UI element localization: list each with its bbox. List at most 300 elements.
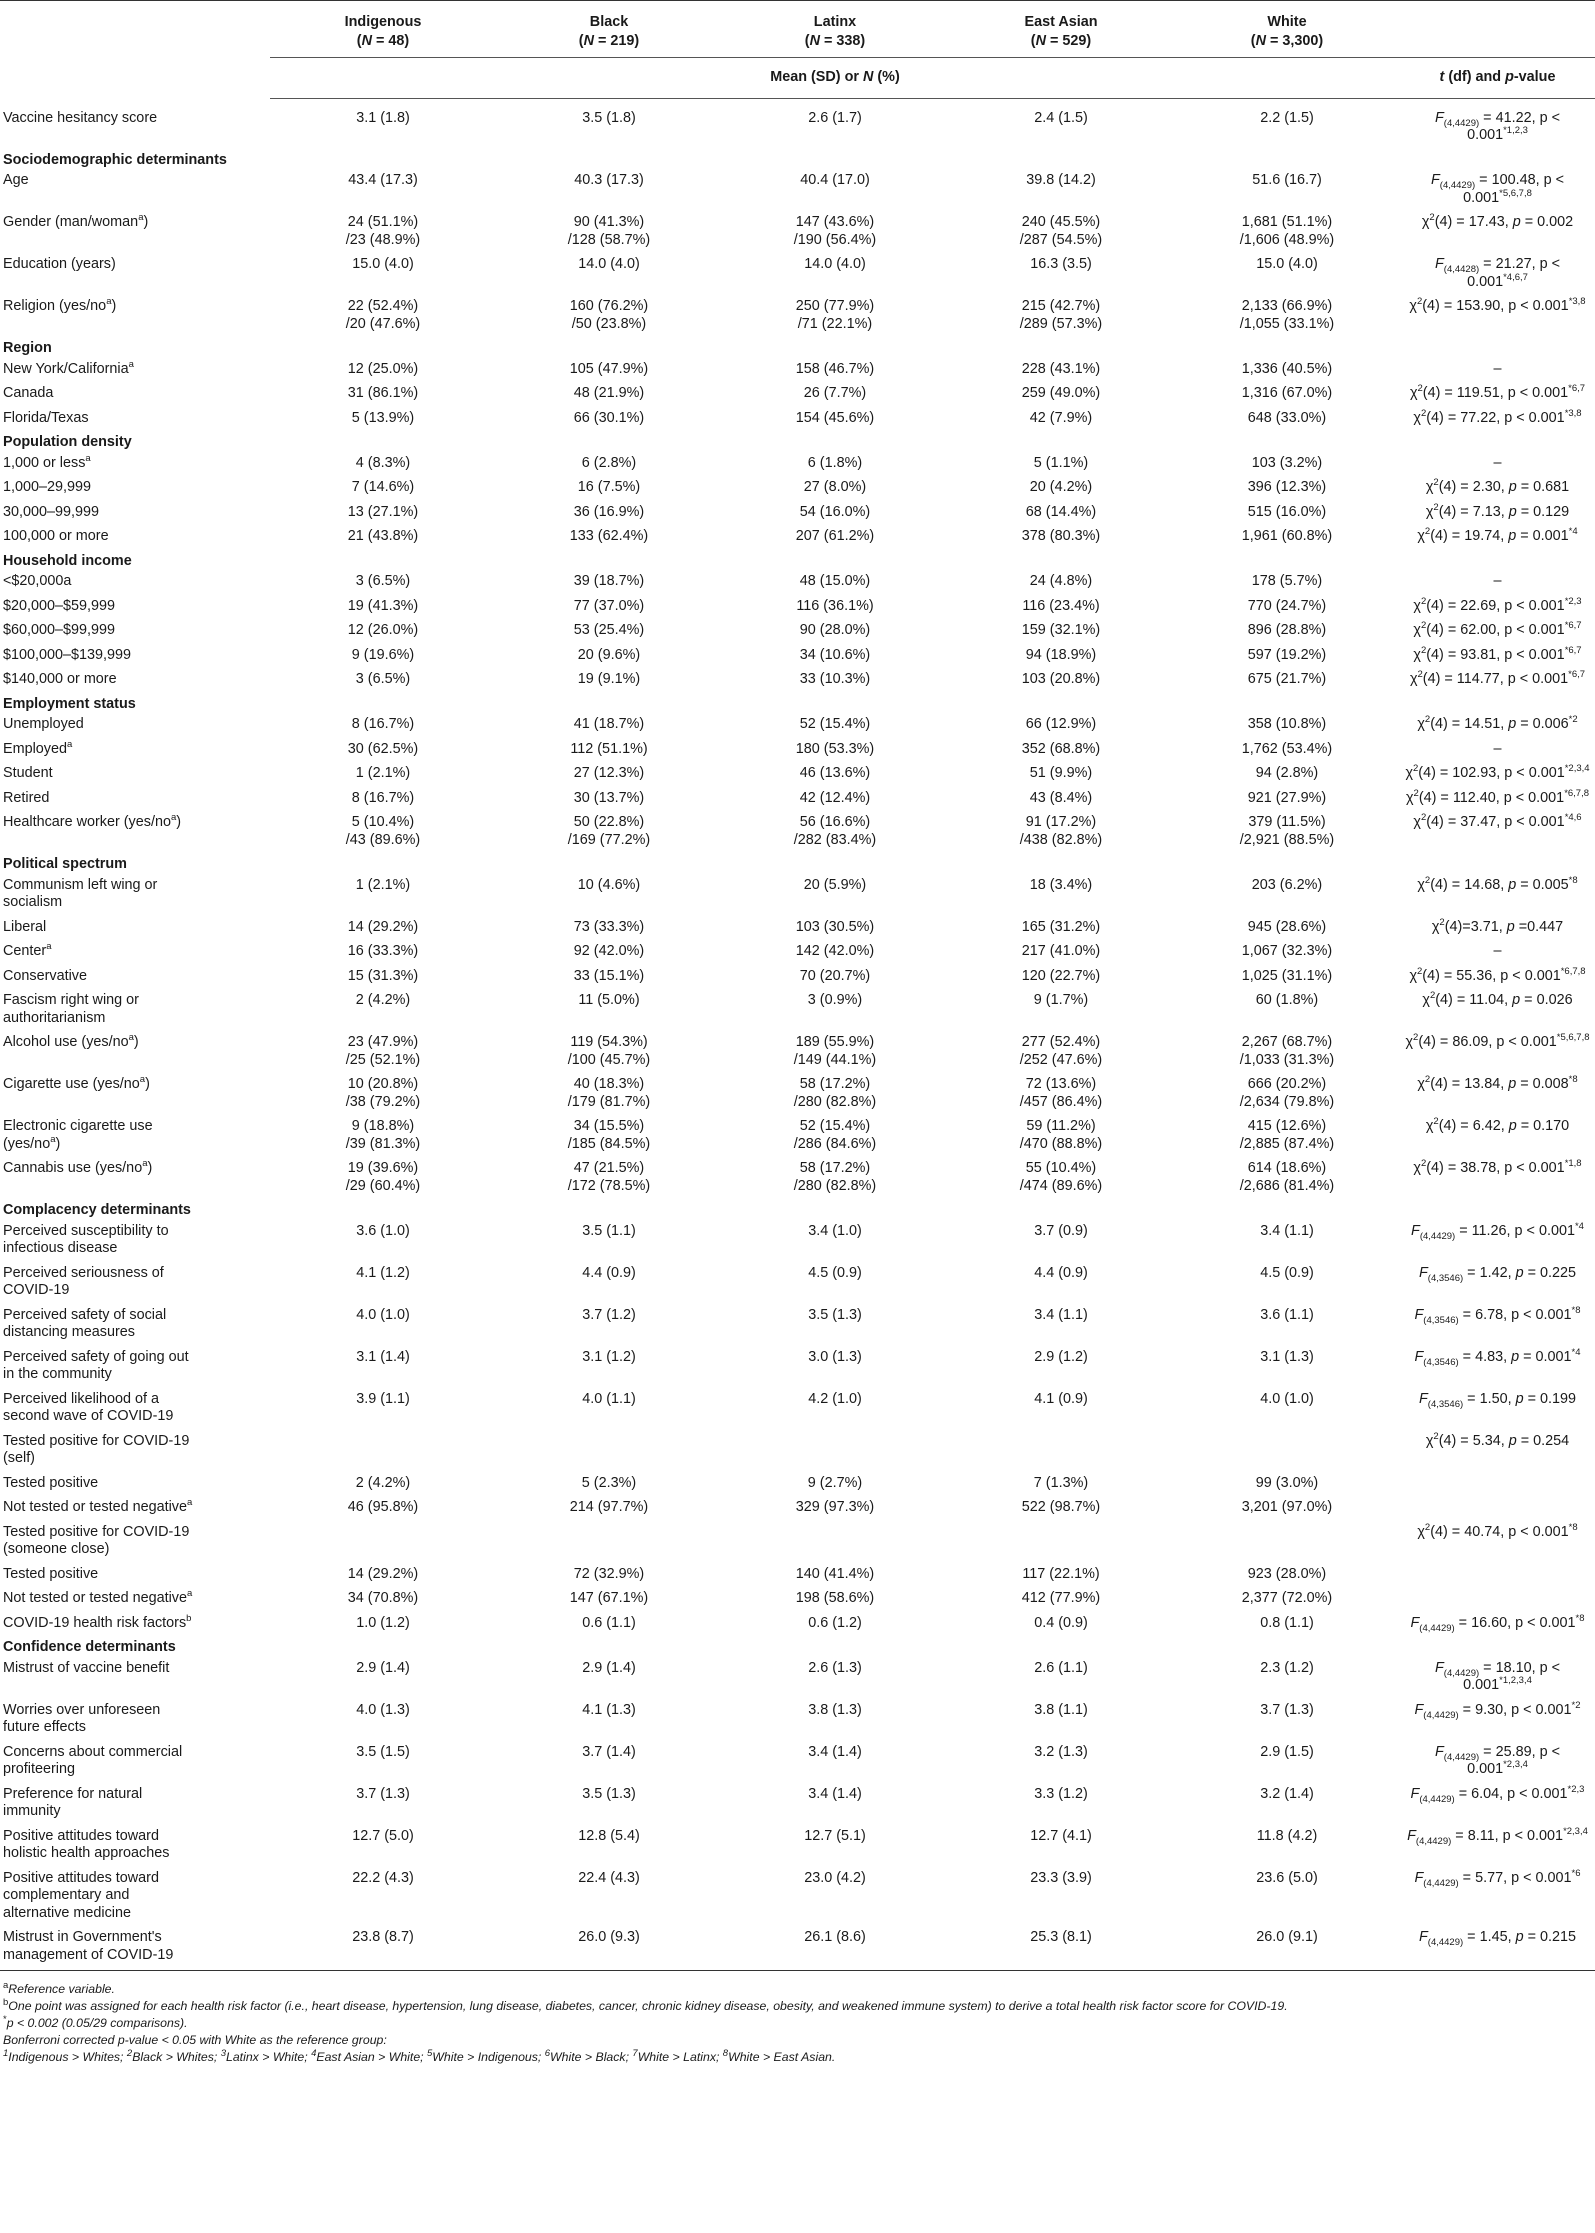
table-row xyxy=(0,501,1595,526)
cell-value: 3.4 (1.1) xyxy=(1034,1306,1088,1323)
cell-value: 0.8 (1.1) xyxy=(1260,1614,1314,1631)
cell-statistic: $F_{(4,4429)} = 25.89$, $p < 0.001^{*2,3,4}$ xyxy=(1434,1743,1560,1777)
cell-value: 25.3 (8.1) xyxy=(948,1926,1174,1971)
cell-value: 116 (36.1%) xyxy=(796,597,874,614)
cell-value: 3.7 (1.3) xyxy=(1260,1701,1314,1718)
table-row xyxy=(0,1031,1595,1073)
table-row xyxy=(0,1157,1595,1199)
cell-value: 4.1 (1.3) xyxy=(582,1701,636,1718)
cell-value: 66 (12.9%) xyxy=(1025,716,1097,732)
cell-value: 54 (16.0%) xyxy=(799,503,871,520)
cell-value: 352 (68.8%) xyxy=(1021,740,1101,757)
cell-value: 43.4 (17.3) xyxy=(348,172,418,188)
cell-value: 56 (16.6%) /282 (83.4%) xyxy=(793,814,877,848)
table-row xyxy=(0,1741,1595,1783)
row-label: Perceived safety of social distancing measures xyxy=(3,1306,167,1340)
cell-value: 3.4 (1.1) xyxy=(1260,1222,1314,1239)
cell-value: 26.0 (9.1) xyxy=(1174,1926,1400,1971)
cell-value: 14.0 (4.0) xyxy=(804,256,866,272)
cell-value: 53 (25.4%) xyxy=(573,622,645,638)
cell-value: 1,067 (32.3%) xyxy=(1241,943,1333,959)
table-body xyxy=(0,98,1595,1971)
cell-value: 52 (15.4%) /286 (84.6%) xyxy=(793,1118,877,1152)
cell-value: 198 (58.6%) xyxy=(795,1590,875,1606)
row-label: Vaccine hesitancy score xyxy=(3,109,158,126)
cell-value: 180 (53.3%) xyxy=(795,740,875,757)
cell-value: 20 (4.2%) xyxy=(1029,479,1093,495)
cell-value: 945 (28.6%) xyxy=(1247,918,1327,935)
section-header-row xyxy=(0,149,1595,170)
cell-value: 1,681 (51.1%) /1,606 (48.9%) xyxy=(1239,214,1335,248)
cell-value: 12.8 (5.4) xyxy=(578,1827,640,1844)
cell-value: 105 (47.9%) xyxy=(569,360,649,377)
cell-statistic: $F_{(4,4429)} = 5.77$, $p < 0.001^{*6}$ xyxy=(1414,1867,1581,1889)
cell-value: 412 (77.9%) xyxy=(1021,1590,1101,1606)
row-label: Perceived safety of going out in the community xyxy=(3,1348,189,1382)
cell-value: 51.6 (16.7) xyxy=(1252,172,1322,188)
section-header-row xyxy=(0,1199,1595,1220)
cell-value: 3.8 (1.1) xyxy=(1034,1701,1088,1718)
row-label: Positive attitudes toward complementary and alternative medicine xyxy=(3,1869,159,1921)
cell-value: 250 (77.9%) /71 (22.1%) xyxy=(795,298,875,332)
row-label: Positive attitudes toward holistic health approaches xyxy=(3,1827,170,1861)
group-n-white: (N = 3,300) xyxy=(1250,33,1324,49)
cell-value: 20 (9.6%) xyxy=(577,646,641,663)
section-title: Complacency determinants xyxy=(3,1202,191,1218)
cell-value: 36 (16.9%) xyxy=(573,503,645,520)
cell-value: 72 (13.6%) /457 (86.4%) xyxy=(1019,1076,1103,1110)
group-header-indigenous: Indigenous (N = 48) xyxy=(270,1,496,58)
cell-value: 23.0 (4.2) xyxy=(804,1869,866,1886)
row-label: Perceived likelihood of a second wave of COVID-19 xyxy=(3,1390,174,1424)
cell-statistic: $\chi^2(4) = 40.74$, $p < 0.001^{*8}$ xyxy=(1417,1521,1578,1540)
cell-value: 26.1 (8.6) xyxy=(722,1926,948,1971)
cell-value: 3.5 (1.3) xyxy=(808,1306,862,1323)
table-row xyxy=(0,1496,1595,1521)
group-header-row xyxy=(0,1,1595,58)
group-n-indigenous: (N = 48) xyxy=(356,33,410,49)
table-row xyxy=(0,668,1595,693)
cell-value xyxy=(270,1521,496,1563)
row-label: Preference for natural immunity xyxy=(3,1785,143,1819)
cell-value: 68 (14.4%) xyxy=(1025,503,1097,520)
cell-value: 43 (8.4%) xyxy=(1029,789,1093,806)
cell-value: 133 (62.4%) xyxy=(569,528,649,544)
cell-value: 159 (32.1%) xyxy=(1021,622,1101,638)
cell-statistic: $F_{(4,4429)} = 1.45$, p = 0.215 xyxy=(1400,1926,1595,1971)
table-row xyxy=(0,169,1595,211)
cell-value xyxy=(722,1521,948,1563)
cell-value: 90 (28.0%) xyxy=(799,622,871,638)
cell-value: 358 (10.8%) xyxy=(1247,716,1327,732)
cell-value: 15.0 (4.0) xyxy=(1256,256,1318,272)
cell-value: 189 (55.9%) /149 (44.1%) xyxy=(793,1034,877,1068)
cell-value: 3 (6.5%) xyxy=(355,573,411,589)
cell-statistic: $\chi^2(4) = 93.81$, $p < 0.001^{*6,7}$ xyxy=(1413,644,1582,663)
table-row xyxy=(0,787,1595,812)
table-row xyxy=(0,965,1595,990)
cell-value: 3.7 (1.2) xyxy=(582,1306,636,1323)
cell-value: 8 (16.7%) xyxy=(351,789,415,806)
cell-value: 4.4 (0.9) xyxy=(582,1264,636,1281)
cell-value: 3.0 (1.3) xyxy=(808,1348,862,1365)
row-label: <$20,000a xyxy=(3,573,72,589)
cell-value: 40.4 (17.0) xyxy=(800,172,870,188)
cell-value: 770 (24.7%) xyxy=(1247,597,1327,614)
section-title: Sociodemographic determinants xyxy=(3,151,227,168)
cell-value: 40.3 (17.3) xyxy=(574,172,644,188)
cell-value: 20 (5.9%) xyxy=(803,876,867,893)
cell-value: 34 (15.5%) /185 (84.5%) xyxy=(567,1118,651,1152)
cell-value: 91 (17.2%) /438 (82.8%) xyxy=(1019,814,1103,848)
cell-value: 30 (62.5%) xyxy=(347,740,419,757)
cell-value: 2.2 (1.5) xyxy=(1260,109,1314,126)
row-label: Perceived susceptibility to infectious disease xyxy=(3,1222,169,1256)
header-blank xyxy=(0,1,270,58)
cell-value: 4.5 (0.9) xyxy=(808,1264,862,1281)
cell-statistic: $F_{(4,4429)} = 100.48$, $p < 0.001^{*5,6,7,8}$ xyxy=(1430,172,1564,206)
table-row xyxy=(0,1115,1595,1157)
cell-value: 1,762 (53.4%) xyxy=(1241,740,1333,757)
row-label: Not tested or tested negative$^a$ xyxy=(3,1497,193,1515)
row-label: Center$^a$ xyxy=(3,941,52,959)
cell-value: 9 (18.8%) /39 (81.3%) xyxy=(345,1118,421,1152)
row-label: Not tested or tested negative$^a$ xyxy=(3,1588,193,1606)
cell-value: 94 (18.9%) xyxy=(1025,646,1097,663)
table-row xyxy=(0,1262,1595,1304)
row-label: Tested positive for COVID-19 (self) xyxy=(3,1432,190,1466)
cell-statistic: $\chi^2(4) = 13.84$, $p = 0.008^{*8}$ xyxy=(1417,1074,1578,1092)
cell-value: 16 (7.5%) xyxy=(577,479,641,495)
cell-value: 6 (2.8%) xyxy=(581,454,637,471)
cell-value: 50 (22.8%) /169 (77.2%) xyxy=(567,814,651,848)
cell-statistic: $\chi^2(4) = 7.13$, p = 0.129 xyxy=(1425,501,1570,520)
cell-value: 7 (1.3%) xyxy=(1033,1474,1089,1491)
row-label: Employed$^a$ xyxy=(3,738,73,757)
cell-value: 14.0 (4.0) xyxy=(578,256,640,272)
cell-value: 103 (30.5%) xyxy=(795,918,875,935)
cell-value: 33 (10.3%) xyxy=(799,671,871,687)
cell-value: 3.1 (1.8) xyxy=(356,109,410,126)
cell-value: 92 (42.0%) xyxy=(573,943,645,959)
cell-value: 2,267 (68.7%) /1,033 (31.3%) xyxy=(1239,1034,1335,1068)
cell-value: 27 (8.0%) xyxy=(803,479,867,495)
cell-value: 9 (19.6%) xyxy=(351,646,415,663)
cell-value: 178 (5.7%) xyxy=(1251,573,1323,589)
cell-value: 4.0 (1.0) xyxy=(1260,1390,1314,1407)
cell-value: 40 (18.3%) /179 (81.7%) xyxy=(567,1076,651,1110)
cell-value: 5 (2.3%) xyxy=(581,1474,637,1491)
cell-value: 2.9 (1.4) xyxy=(582,1659,636,1676)
row-label: Electronic cigarette use $(yes/no^a)$ xyxy=(3,1118,153,1152)
section-title: Political spectrum xyxy=(3,856,127,872)
cell-statistic: $F_{(4,4429)} = 9.30$, $p < 0.001^{*2}$ xyxy=(1414,1699,1581,1721)
cell-value: 217 (41.0%) xyxy=(1021,943,1101,959)
cell-value: 923 (28.0%) xyxy=(1247,1565,1327,1582)
cell-statistic: $\chi^2(4) = 11.04$, p = 0.026 xyxy=(1422,990,1573,1008)
row-label: Tested positive xyxy=(3,1565,99,1582)
cell-value: 31 (86.1%) xyxy=(347,385,419,401)
cell-value: 154 (45.6%) xyxy=(795,409,875,426)
cell-value: 16 (33.3%) xyxy=(347,943,419,959)
row-label: 30,000–99,999 xyxy=(3,503,100,520)
section-header-row xyxy=(0,550,1595,571)
cell-value: 103 (20.8%) xyxy=(1021,671,1101,687)
cell-value: 99 (3.0%) xyxy=(1255,1474,1319,1491)
cell-value: 0.4 (0.9) xyxy=(1034,1614,1088,1631)
section-title: Employment status xyxy=(3,695,136,712)
table-row xyxy=(0,382,1595,407)
cell-value xyxy=(496,1430,722,1472)
cell-statistic: $F_{(4,3546)} = 1.50$, p = 0.199 xyxy=(1418,1390,1577,1410)
cell-value: 34 (70.8%) xyxy=(347,1590,419,1606)
cell-value: 23.6 (5.0) xyxy=(1256,1869,1318,1886)
cell-statistic: $\chi^2(4) = 37.47$, $p < 0.001^{*4,6}$ xyxy=(1413,812,1582,830)
cell-value: 10 (20.8%) /38 (79.2%) xyxy=(345,1076,421,1110)
cell-value: 378 (80.3%) xyxy=(1021,528,1101,544)
cell-value: 23 (47.9%) /25 (52.1%) xyxy=(345,1034,421,1068)
table-row xyxy=(0,1612,1595,1637)
cell-value: 214 (97.7%) xyxy=(569,1499,649,1515)
cell-value: 4.0 (1.0) xyxy=(356,1306,410,1323)
table-row xyxy=(0,476,1595,501)
cell-value: 42 (12.4%) xyxy=(799,789,871,806)
cell-value: 5 (1.1%) xyxy=(1033,454,1089,471)
subheader-row xyxy=(0,58,1595,99)
cell-value: 5 (13.9%) xyxy=(351,409,415,426)
cell-value: 614 (18.6%) /2,686 (81.4%) xyxy=(1239,1160,1335,1194)
cell-value: 34 (10.6%) xyxy=(799,646,871,663)
cell-value: 3.1 (1.3) xyxy=(1260,1348,1314,1365)
cell-statistic: $\chi^2(4) = 119.51$, $p < 0.001^{*6,7}$ xyxy=(1409,383,1586,401)
cell-value: 73 (33.3%) xyxy=(573,918,645,935)
row-label: Cigarette use $(yes/no^a)$ xyxy=(3,1074,150,1092)
cell-value: 3 (0.9%) xyxy=(807,992,863,1008)
cell-value: 7 (14.6%) xyxy=(351,479,415,495)
group-header-white: White (N = 3,300) xyxy=(1174,1,1400,58)
cell-value: 2.9 (1.5) xyxy=(1260,1743,1314,1760)
footnote: $^a$Reference variable. xyxy=(3,1979,115,1996)
table-row xyxy=(0,1073,1595,1115)
subheader-blank xyxy=(0,58,270,99)
cell-value: 522 (98.7%) xyxy=(1021,1499,1101,1515)
cell-statistic: $\chi^2(4) = 62.00$, $p < 0.001^{*6,7}$ xyxy=(1413,620,1582,638)
cell-value: 921 (27.9%) xyxy=(1247,789,1327,806)
table-row xyxy=(0,1220,1595,1262)
cell-value: 1,961 (60.8%) xyxy=(1241,528,1333,544)
cell-value: 142 (42.0%) xyxy=(795,943,875,959)
subheader-mean-sd: Mean (SD) or N (%) xyxy=(270,58,1400,99)
row-label: 1,000–29,999 xyxy=(3,479,92,495)
row-label: Mistrust of vaccine benefit xyxy=(3,1659,170,1676)
cell-value: 11.8 (4.2) xyxy=(1256,1827,1318,1844)
group-n-black: (N = 219) xyxy=(578,33,640,49)
cell-value: 2.9 (1.2) xyxy=(1034,1348,1088,1365)
table-row xyxy=(0,98,1595,149)
cell-value: 112 (51.1%) xyxy=(570,740,648,757)
cell-value: 0.6 (1.1) xyxy=(582,1614,636,1631)
table-row xyxy=(0,874,1595,916)
table-row xyxy=(0,211,1595,253)
cell-value: 259 (49.0%) xyxy=(1021,385,1101,401)
table-footnotes xyxy=(0,1971,1470,2066)
cell-value: 15 (31.3%) xyxy=(347,967,419,984)
cell-value: 4.1 (0.9) xyxy=(1034,1390,1088,1407)
row-label: COVID-19 health risk factors$^b$ xyxy=(3,1612,192,1631)
cell-value: 3.9 (1.1) xyxy=(356,1390,410,1407)
cell-value: 19 (41.3%) xyxy=(347,597,419,614)
table-row xyxy=(0,1304,1595,1346)
cell-value: 2 (4.2%) xyxy=(355,992,411,1008)
section-title: Household income xyxy=(3,552,132,569)
table-row xyxy=(0,1388,1595,1430)
table-row xyxy=(0,916,1595,941)
cell-value: 1 (2.1%) xyxy=(355,876,411,893)
cell-value: 12.7 (5.0) xyxy=(352,1827,414,1844)
row-label: Retired xyxy=(3,789,50,806)
table-row xyxy=(0,1430,1595,1472)
cell-value: 60 (1.8%) xyxy=(1255,992,1319,1008)
cell-value: 3.1 (1.2) xyxy=(582,1348,636,1365)
cell-value: 12 (26.0%) xyxy=(347,622,419,638)
cell-value xyxy=(1174,1521,1400,1563)
cell-value: 26 (7.7%) xyxy=(803,385,867,401)
cell-statistic xyxy=(1400,1587,1595,1612)
cell-value: 19 (9.1%) xyxy=(577,671,641,687)
cell-value: 3.5 (1.1) xyxy=(582,1222,636,1239)
group-n-latinx: (N = 338) xyxy=(804,33,866,49)
cell-value: 140 (41.4%) xyxy=(795,1565,875,1582)
cell-statistic: $\chi^2(4) = 19.74$, $p = 0.001^{*4}$ xyxy=(1417,526,1578,544)
cell-value: 2,133 (66.9%) /1,055 (33.1%) xyxy=(1239,298,1335,332)
cell-value: 47 (21.5%) /172 (78.5%) xyxy=(567,1160,651,1194)
cell-value: 0.6 (1.2) xyxy=(808,1614,862,1631)
cell-statistic: $\chi^2(4) = 2.30$, p = 0.681 xyxy=(1425,477,1570,495)
table-row xyxy=(0,595,1595,620)
row-label: Conservative xyxy=(3,967,87,984)
section-title: Region xyxy=(3,340,52,356)
cell-value: 379 (11.5%) /2,921 (88.5%) xyxy=(1239,814,1335,848)
row-label: Tested positive for COVID-19 (someone close) xyxy=(3,1523,190,1557)
cell-value: 1,336 (40.5%) xyxy=(1241,360,1333,377)
cell-value: 203 (6.2%) xyxy=(1251,876,1323,893)
section-header-row xyxy=(0,337,1595,358)
cell-value: 22 (52.4%) /20 (47.6%) xyxy=(345,298,421,332)
cell-value: 33 (15.1%) xyxy=(573,967,645,984)
row-label: Fascism right wing or authoritarianism xyxy=(3,992,139,1026)
cell-value: 1 (2.1%) xyxy=(355,765,411,781)
cell-value: 9 (1.7%) xyxy=(1033,992,1089,1008)
cell-value: 14 (29.2%) xyxy=(347,918,419,935)
cell-value: 228 (43.1%) xyxy=(1021,360,1101,377)
cell-statistic: – xyxy=(1493,454,1502,471)
cell-value: 51 (9.9%) xyxy=(1029,765,1093,781)
cell-value: 55 (10.4%) /474 (89.6%) xyxy=(1019,1160,1103,1194)
footnote: Bonferroni corrected p-value < 0.05 with White as the reference group: xyxy=(3,2033,387,2047)
table-row xyxy=(0,619,1595,644)
cell-statistic: – xyxy=(1493,943,1502,959)
row-label: Religion $(yes/no^a)$ xyxy=(3,296,117,314)
table-row xyxy=(0,1783,1595,1825)
cell-value: 5 (10.4%) /43 (89.6%) xyxy=(345,814,421,848)
cell-value: 896 (28.8%) xyxy=(1247,622,1327,638)
cell-statistic: $\chi^2(4) = 102.93$, $p < 0.001^{*2,3,4}$ xyxy=(1405,763,1590,781)
section-title: Confidence determinants xyxy=(3,1639,176,1655)
subheader-test-statistic: t (df) and p-value xyxy=(1400,58,1595,99)
cell-statistic: $\chi^2(4) = 22.69$, $p < 0.001^{*2,3}$ xyxy=(1413,595,1582,614)
cell-value: 26.0 (9.3) xyxy=(496,1926,722,1971)
row-label: 1,000 or less$^a$ xyxy=(3,452,91,471)
cell-value: 70 (20.7%) xyxy=(799,967,871,984)
table-row xyxy=(0,525,1595,550)
cell-value: 120 (22.7%) xyxy=(1021,967,1101,984)
cell-statistic: $\chi^2(4) = 14.68$, $p = 0.005^{*8}$ xyxy=(1417,874,1578,893)
cell-value: 2.9 (1.4) xyxy=(356,1659,410,1676)
cell-value: 277 (52.4%) /252 (47.6%) xyxy=(1019,1034,1103,1068)
cell-value: 515 (16.0%) xyxy=(1247,503,1327,520)
table-row xyxy=(0,811,1595,853)
cell-value: 675 (21.7%) xyxy=(1247,671,1327,687)
row-label: Alcohol use $(yes/no^a)$ xyxy=(3,1032,139,1050)
row-label: Education (years) xyxy=(3,256,116,272)
row-label: Concerns about commercial profiteering xyxy=(3,1743,183,1777)
row-label: $60,000–$99,999 xyxy=(3,622,116,638)
section-title: Population density xyxy=(3,434,132,450)
cell-value: 3.4 (1.4) xyxy=(808,1785,862,1802)
cell-statistic: – xyxy=(1493,573,1502,589)
cell-value: 2.6 (1.7) xyxy=(808,109,862,126)
cell-value: 4 (8.3%) xyxy=(355,454,411,471)
section-header-row xyxy=(0,853,1595,874)
group-n-east-asian: (N = 529) xyxy=(1030,33,1092,49)
cell-value: 648 (33.0%) xyxy=(1247,409,1327,426)
cell-statistic: – xyxy=(1493,360,1502,377)
cell-value: 240 (45.5%) /287 (54.5%) xyxy=(1019,214,1103,248)
cell-value: 90 (41.3%) /128 (58.7%) xyxy=(567,214,651,248)
cell-value: 59 (11.2%) /470 (88.8%) xyxy=(1019,1118,1103,1152)
cell-value: 19 (39.6%) /29 (60.4%) xyxy=(345,1160,421,1194)
cell-value: 117 (22.1%) xyxy=(1022,1565,1100,1582)
cell-value: 8 (16.7%) xyxy=(351,716,415,732)
cell-value: 1,025 (31.1%) xyxy=(1241,967,1333,984)
cell-value: 3,201 (97.0%) xyxy=(1241,1499,1333,1515)
cell-statistic: $\chi^2(4)=3.71$, p =0.447 xyxy=(1431,916,1564,935)
cell-statistic: $F_{(4,4428)} = 21.27$, $p < 0.001^{*4,6,7}$ xyxy=(1434,256,1560,290)
cell-value xyxy=(722,1430,948,1472)
section-header-row xyxy=(0,693,1595,714)
cell-value: 4.0 (1.3) xyxy=(356,1701,410,1718)
cell-value: 41 (18.7%) xyxy=(573,716,645,732)
table-row xyxy=(0,1346,1595,1388)
group-header-black: Black (N = 219) xyxy=(496,1,722,58)
cell-value: 3.7 (1.4) xyxy=(582,1743,636,1760)
cell-statistic: $\chi^2(4) = 17.43$, p = 0.002 xyxy=(1421,212,1574,230)
cell-value: 3.5 (1.5) xyxy=(356,1743,410,1760)
table-row xyxy=(0,644,1595,669)
cell-statistic: $\chi^2(4) = 6.42$, p = 0.170 xyxy=(1425,1116,1570,1134)
cell-value: 24 (51.1%) /23 (48.9%) xyxy=(345,214,421,248)
cell-value: 4.5 (0.9) xyxy=(1260,1264,1314,1281)
cell-value: 58 (17.2%) /280 (82.8%) xyxy=(793,1076,877,1110)
cell-value: 147 (67.1%) xyxy=(569,1590,649,1606)
table-row xyxy=(0,1699,1595,1741)
footnote: *p < 0.002 (0.05/29 comparisons). xyxy=(3,2013,188,2030)
cell-value: 3.2 (1.4) xyxy=(1260,1785,1314,1802)
cell-value xyxy=(948,1430,1174,1472)
cell-value: 1,316 (67.0%) xyxy=(1241,385,1333,401)
table-row xyxy=(0,1521,1595,1563)
cell-statistic: $F_{(4,4429)} = 16.60$, $p < 0.001^{*8}$ xyxy=(1410,1612,1585,1634)
